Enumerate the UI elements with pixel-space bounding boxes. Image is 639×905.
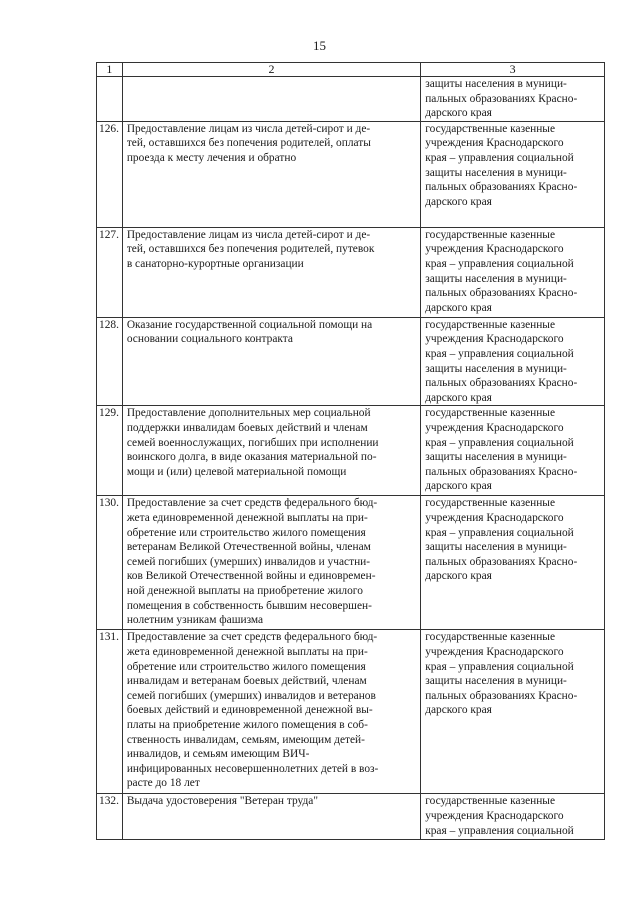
- service-text: Предоставление дополнительных мер социальной поддержки инвалидам боевых действий и членам семей военнослужащих, погибших при исполнении воинского долга, в виде оказания материальной по- мощи и (или) целевой материальной помощи: [122, 406, 420, 496]
- row-number: [97, 77, 123, 122]
- service-text: [122, 77, 420, 122]
- services-table: [96, 62, 605, 840]
- row-number: 130.: [97, 496, 123, 630]
- table-row: [97, 496, 605, 630]
- provider-text: защиты населения в муници- пальных образованиях Красно- дарского края: [421, 77, 605, 122]
- header-col-2: 2: [122, 63, 420, 77]
- provider-text: государственные казенные учреждения Краснодарского края – управления социальной защиты населения в муници- пальных образованиях Красно- дарского края: [421, 406, 605, 496]
- service-text: Предоставление за счет средств федерального бюд- жета единовременной денежной выплаты на при- обретение или строительство жилого помещения ветеранам Великой Отечественной войны, членам семей погибших (умерших) инвалидов и участни- ков Великой Отечественной войны и единовремен- ной денежной выплаты на приобретение жилого помещения в собственность бывшим несовершен- нолетним узникам фашизма: [122, 496, 420, 630]
- row-number: 129.: [97, 406, 123, 496]
- table-row: [97, 121, 605, 227]
- table-row: [97, 630, 605, 794]
- service-text: Выдача удостоверения "Ветеран труда": [122, 794, 420, 840]
- row-number: 126.: [97, 121, 123, 227]
- service-text: Оказание государственной социальной помощи на основании социального контракта: [122, 317, 420, 406]
- table-row: [97, 794, 605, 840]
- provider-text: государственные казенные учреждения Краснодарского края – управления социальной защиты населения в муници- пальных образованиях Красно- дарского края: [421, 630, 605, 794]
- table-row: [97, 406, 605, 496]
- row-number: 128.: [97, 317, 123, 406]
- service-text: Предоставление лицам из числа детей-сирот и де- тей, оставшихся без попечения родителей, путевок в санаторно-курортные организации: [122, 227, 420, 317]
- row-number: 132.: [97, 794, 123, 840]
- provider-text: государственные казенные учреждения Краснодарского края – управления социальной защиты населения в муници- пальных образованиях Красно- дарского края: [421, 227, 605, 317]
- header-col-1: 1: [97, 63, 123, 77]
- provider-text: государственные казенные учреждения Краснодарского края – управления социальной защиты населения в муници- пальных образованиях Красно- дарского края: [421, 317, 605, 406]
- provider-text: государственные казенные учреждения Краснодарского края – управления социальной защиты населения в муници- пальных образованиях Красно- дарского края: [421, 496, 605, 630]
- page-number: 15: [313, 38, 326, 53]
- table-row: [97, 317, 605, 406]
- table-row-continuation: [97, 77, 605, 122]
- table-header-row: [97, 63, 605, 77]
- provider-text: государственные казенные учреждения Краснодарского края – управления социальной: [421, 794, 605, 840]
- provider-text: государственные казенные учреждения Краснодарского края – управления социальной защиты населения в муници- пальных образованиях Красно- дарского края: [421, 121, 605, 227]
- service-text: Предоставление за счет средств федерального бюд- жета единовременной денежной выплаты на при- обретение или строительство жилого помещения инвалидам и ветеранам боевых действий, членам семей погибших (умерших) инвалидов и ветеранов боевых действий и единовременной денежной вы- платы на приобретение жилого помещения в соб- ственность инвалидам, семьям, имеющим детей- инвалидов, и семьям имеющим ВИЧ- инфицированных несовершеннолетних детей в воз- расте до 18 лет: [122, 630, 420, 794]
- row-number: 127.: [97, 227, 123, 317]
- service-text: Предоставление лицам из числа детей-сирот и де- тей, оставшихся без попечения родителей, оплаты проезда к месту лечения и обратно: [122, 121, 420, 227]
- row-number: 131.: [97, 630, 123, 794]
- table-row: [97, 227, 605, 317]
- header-col-3: 3: [421, 63, 605, 77]
